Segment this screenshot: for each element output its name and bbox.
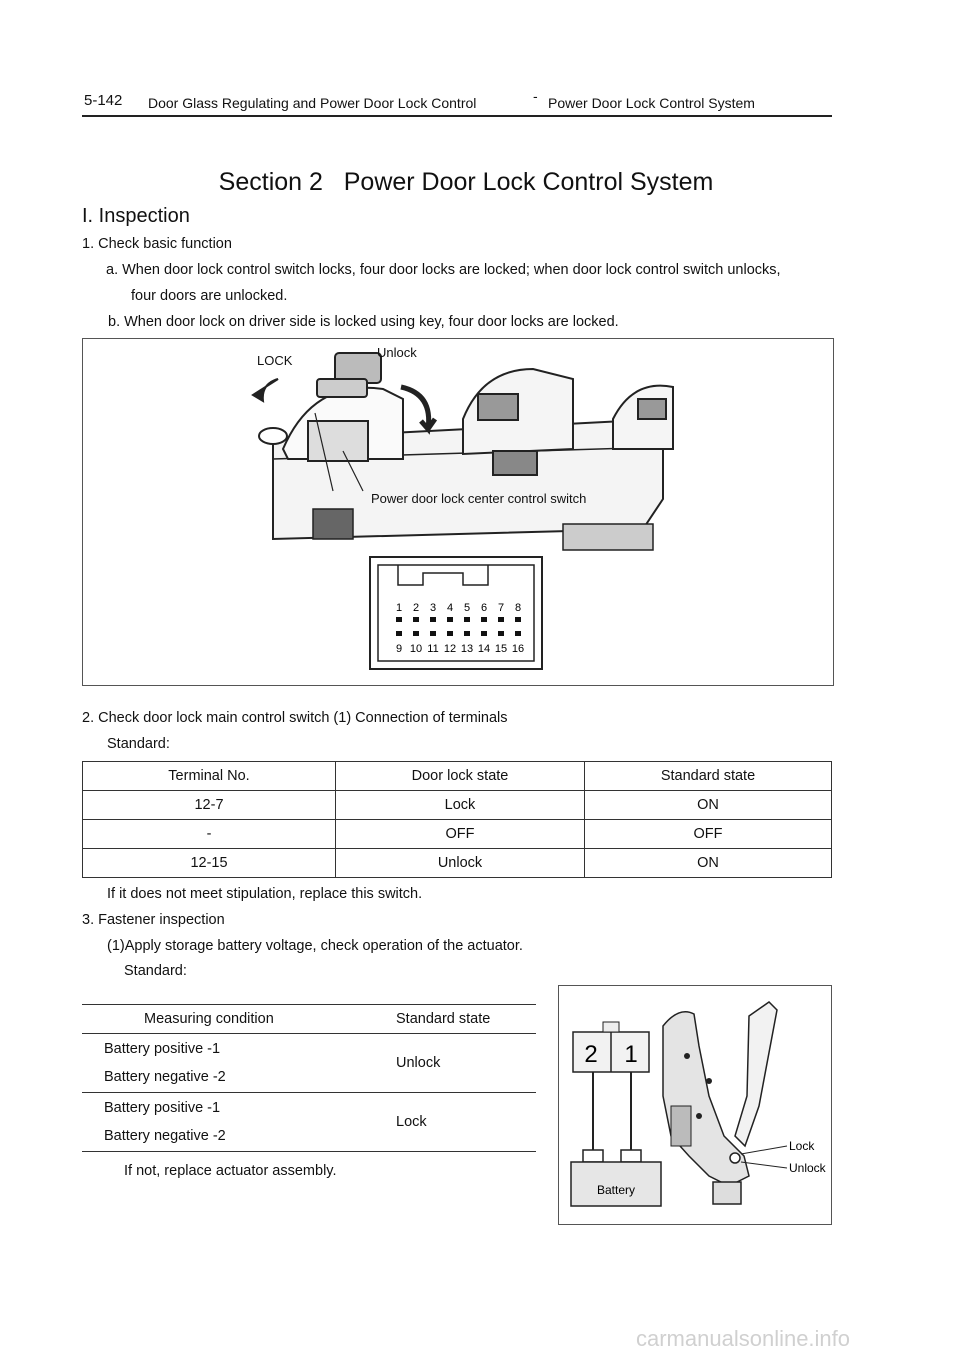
pin-label: 16 [511, 643, 525, 655]
step3-standard-label: Standard: [124, 963, 187, 979]
pin-terminal [481, 617, 487, 622]
table-header-row [82, 1005, 536, 1034]
pin-terminal [464, 631, 470, 636]
actuator-lock-label: Lock [789, 1139, 815, 1153]
table-row [82, 1034, 536, 1093]
pin-label: 4 [446, 602, 454, 614]
switch-figure [82, 338, 834, 686]
pin-label: 10 [409, 643, 423, 655]
table-cell: OFF [336, 820, 585, 849]
page-title: Section 2 Power Door Lock Control System [218, 168, 714, 196]
unlock-label: Unlock [377, 345, 417, 360]
chapter-title: Door Glass Regulating and Power Door Lock Control [148, 95, 477, 111]
pin-terminal [413, 631, 419, 636]
pin-terminal [396, 617, 402, 622]
switch-illustration [83, 339, 833, 685]
pin-terminal [413, 617, 419, 622]
table-cell: OFF [585, 820, 832, 849]
pin-label: 7 [497, 602, 505, 614]
table-cell [82, 1034, 388, 1093]
pin-terminal [447, 631, 453, 636]
pin-label: 3 [429, 602, 437, 614]
inspection-heading: I. Inspection [82, 205, 190, 227]
pin-label: 5 [463, 602, 471, 614]
condition-line: Battery negative -2 [104, 1128, 226, 1144]
condition-line: Battery positive -1 [104, 1041, 221, 1057]
table-header-cell: Measuring condition [82, 1005, 388, 1034]
header-rule [82, 115, 832, 117]
actuator-figure [558, 985, 832, 1225]
pin-label: 9 [395, 643, 403, 655]
battery-label: Battery [596, 1183, 636, 1197]
section-title-header: Power Door Lock Control System [548, 95, 755, 111]
table-cell: - [83, 820, 336, 849]
pin-label: 14 [477, 643, 491, 655]
step1b-text: b. When door lock on driver side is locked using key, four door locks are locked. [108, 314, 619, 330]
table-header-cell: Terminal No. [83, 762, 336, 791]
pin-terminal [515, 631, 521, 636]
table-cell: ON [585, 791, 832, 820]
table-row [83, 791, 832, 820]
condition-line: Battery positive -1 [104, 1100, 221, 1116]
step1-text: 1. Check basic function [82, 236, 232, 252]
step2-text: 2. Check door lock main control switch (1) Connection of terminals [82, 710, 508, 726]
pin-label: 11 [427, 643, 439, 655]
actuator-illustration [559, 986, 831, 1224]
table-cell: 12-7 [83, 791, 336, 820]
step3-text: 3. Fastener inspection [82, 912, 225, 928]
terminal-table [82, 761, 832, 878]
pin-label: 15 [494, 643, 508, 655]
terminal-1-label: 1 [624, 1041, 638, 1068]
table-cell: Unlock [336, 849, 585, 878]
pin-label: 2 [412, 602, 420, 614]
actuator-table [82, 1004, 536, 1152]
terminal-2-label: 2 [584, 1041, 598, 1068]
table-cell: Unlock [388, 1034, 536, 1093]
step1a-line2: four doors are unlocked. [131, 288, 288, 304]
step2-standard-label: Standard: [107, 736, 170, 752]
table-header-cell: Standard state [388, 1005, 536, 1034]
pin-label: 6 [480, 602, 488, 614]
pin-label: 8 [514, 602, 522, 614]
pin-label: 1 [395, 602, 403, 614]
table-header-cell: Door lock state [336, 762, 585, 791]
pin-terminal [498, 631, 504, 636]
table-cell: Lock [336, 791, 585, 820]
pin-terminal [481, 631, 487, 636]
pin-terminal [464, 617, 470, 622]
table-row [82, 1093, 536, 1152]
pin-label: 13 [460, 643, 474, 655]
table-row [83, 849, 832, 878]
switch-label: Power door lock center control switch [371, 491, 587, 506]
step1a-line1: a. When door lock control switch locks, four door locks are locked; when door lock control switch unlocks, [106, 262, 781, 278]
step3-note: If not, replace actuator assembly. [124, 1163, 337, 1179]
actuator-unlock-label: Unlock [789, 1161, 826, 1175]
step2-note: If it does not meet stipulation, replace this switch. [107, 886, 423, 902]
pin-terminal [430, 617, 436, 622]
table-header-row [83, 762, 832, 791]
table-row [83, 820, 832, 849]
pin-terminal [430, 631, 436, 636]
table-header-cell: Standard state [585, 762, 832, 791]
pin-terminal [515, 617, 521, 622]
table-cell: ON [585, 849, 832, 878]
header-separator: - [533, 88, 538, 104]
page-number: 5-142 [84, 92, 123, 109]
pin-terminal [498, 617, 504, 622]
table-cell: 12-15 [83, 849, 336, 878]
pin-terminal [447, 617, 453, 622]
table-cell: Lock [388, 1093, 536, 1152]
condition-line: Battery negative -2 [104, 1069, 226, 1085]
lock-label: LOCK [257, 353, 293, 368]
pin-label: 12 [443, 643, 457, 655]
watermark: carmanualsonline.info [636, 1326, 851, 1351]
step3-sub: (1)Apply storage battery voltage, check operation of the actuator. [107, 938, 523, 954]
pin-terminal [396, 631, 402, 636]
table-cell [82, 1093, 388, 1152]
